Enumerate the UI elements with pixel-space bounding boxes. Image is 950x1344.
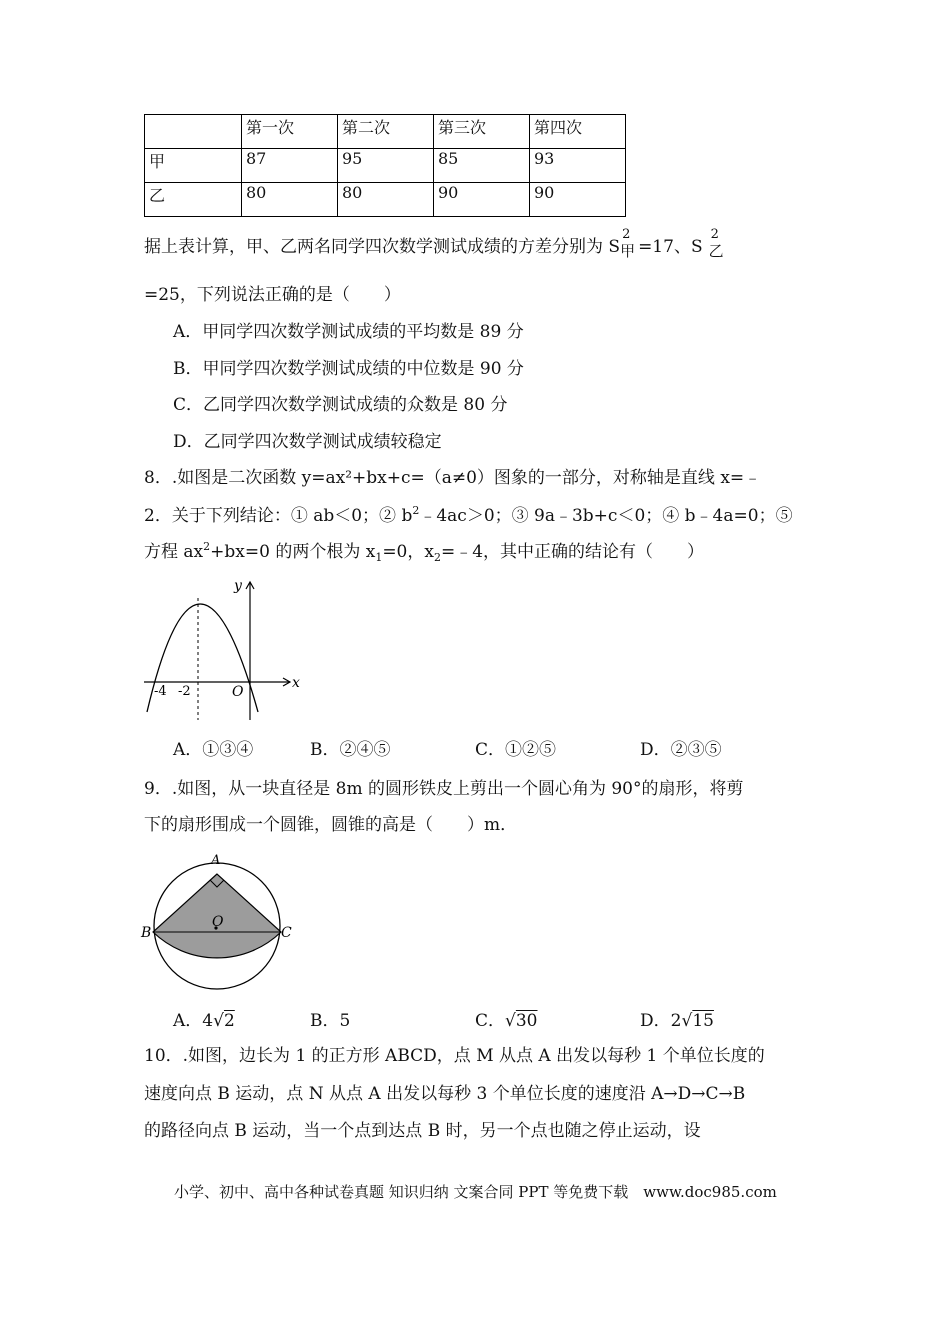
q9-option-d: D．2√15	[640, 1011, 714, 1031]
page-footer: 小学、初中、高中各种试卷真题 知识归纳 文案合同 PPT 等免费下载 www.doc985.com	[174, 1183, 777, 1201]
q7-option-b: B．甲同学四次数学测试成绩的中位数是 90 分	[173, 359, 524, 379]
q8-line2: 2．关于下列结论：① ab＜0；② $b^2﹣4ac>0$；③ 9a﹣3b+c＜0；④ b﹣4a=0；⑤	[144, 504, 793, 526]
score-table	[144, 114, 626, 217]
q9-option-b: B．5	[310, 1011, 351, 1031]
q7-stem-line2: =25，下列说法正确的是（ ）	[144, 285, 401, 305]
q7-option-a: A．甲同学四次数学测试成绩的平均数是 89 分	[173, 322, 524, 342]
sqrt-icon: √	[213, 1011, 224, 1031]
variance-yi-symbol: 2 乙	[708, 227, 724, 260]
table-header-row	[145, 115, 626, 149]
table-header-cell: 第一次	[242, 115, 338, 149]
point-label-b: B	[141, 925, 152, 941]
tick-label-neg4: -4	[154, 684, 167, 699]
q10-line3: 的路径向点 B 运动，当一个点到达点 B 时，另一个点也随之停止运动，设	[144, 1121, 701, 1141]
table-cell: 80	[242, 183, 338, 217]
table-cell: 95	[338, 149, 434, 183]
point-label-a: A	[211, 853, 221, 868]
table-header-cell	[145, 115, 242, 149]
q9-line1: 9．.如图，从一块直径是 8m 的圆形铁皮上剪出一个圆心角为 90°的扇形，将剪	[144, 779, 744, 799]
q9-line2: 下的扇形围成一个圆锥，圆锥的高是（ ）m．	[144, 815, 518, 835]
table-cell: 90	[530, 183, 626, 217]
sector-figure	[138, 848, 298, 993]
table-header-cell: 第四次	[530, 115, 626, 149]
origin-label: O	[232, 684, 244, 700]
x-axis-label: x	[292, 675, 300, 691]
table-row	[145, 183, 626, 217]
q8-option-c: C．①②⑤	[475, 740, 557, 760]
variance-jia-symbol: 2 甲	[620, 227, 636, 260]
q7-stem-line1: 据上表计算，甲、乙两名同学四次数学测试成绩的方差分别为 S 2 甲 =17、S 2 乙	[144, 227, 724, 260]
sqrt-icon: √	[505, 1011, 516, 1031]
q9-option-c: C．√30	[475, 1011, 538, 1031]
table-header-cell: 第三次	[434, 115, 530, 149]
table-header-cell: 第二次	[338, 115, 434, 149]
table-row	[145, 149, 626, 183]
q8-line1: 8．.如图是二次函数 y=ax²+bx+c=（a≠0）图象的一部分，对称轴是直线 x=﹣	[144, 468, 762, 488]
table-cell: 93	[530, 149, 626, 183]
q7-option-c: C．乙同学四次数学测试成绩的众数是 80 分	[173, 395, 508, 415]
q7-option-d: D．乙同学四次数学测试成绩较稳定	[173, 432, 442, 452]
q9-option-a: A．4√2	[173, 1011, 235, 1031]
q8-option-a: A．①③④	[173, 740, 254, 760]
y-axis-label: y	[234, 578, 242, 594]
parabola-figure	[140, 574, 310, 724]
tick-label-neg2: -2	[178, 684, 191, 699]
table-cell: 87	[242, 149, 338, 183]
table-cell: 90	[434, 183, 530, 217]
table-cell: 乙	[145, 183, 242, 217]
point-label-o: O	[212, 914, 224, 930]
q8-option-b: B．②④⑤	[310, 740, 391, 760]
q10-line1: 10．.如图，边长为 1 的正方形 ABCD，点 M 从点 A 出发以每秒 1 个单位长度的	[144, 1046, 765, 1066]
q8-option-d: D．②③⑤	[640, 740, 722, 760]
table-cell: 85	[434, 149, 530, 183]
table-cell: 80	[338, 183, 434, 217]
q8-line3: 方程 $ax^2+bx=0$ 的两个根为 $x_1=0$，$x_2=﹣4$，其中正确的结论有（ ）	[144, 540, 705, 564]
table-cell: 甲	[145, 149, 242, 183]
q10-line2: 速度向点 B 运动，点 N 从点 A 出发以每秒 3 个单位长度的速度沿 A→D→C→B	[144, 1084, 746, 1104]
point-label-c: C	[281, 925, 292, 941]
sqrt-icon: √	[681, 1011, 693, 1031]
